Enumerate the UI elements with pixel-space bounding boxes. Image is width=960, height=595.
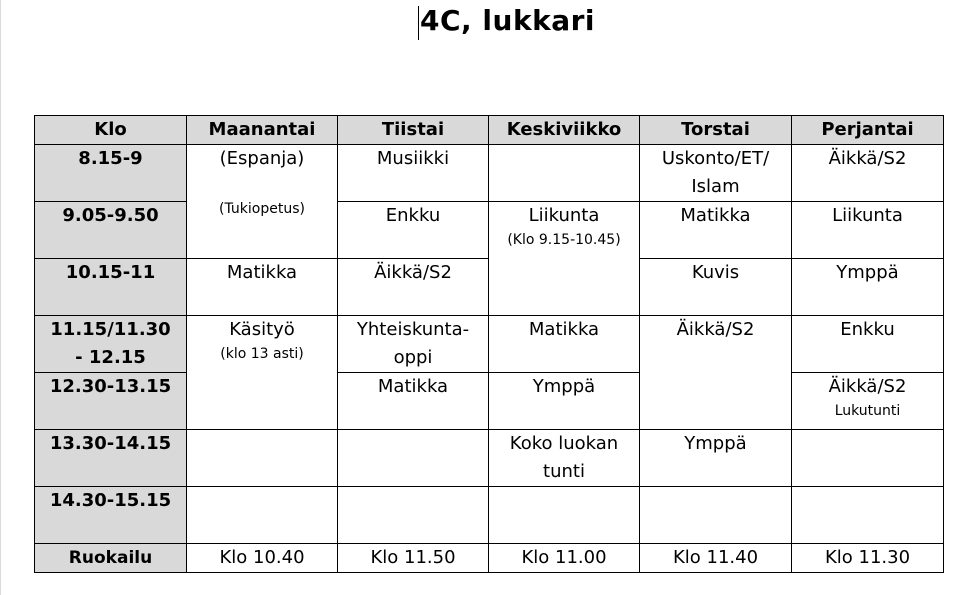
cell-monday-spanish bbox=[187, 145, 338, 259]
cell-subtext: (Tukiopetus) bbox=[219, 201, 305, 217]
cell-friday-empty bbox=[792, 430, 944, 487]
cell-subtext: Lukutunti bbox=[834, 403, 901, 419]
cell-tuesday-english: Enkku bbox=[338, 202, 489, 259]
cell-wednesday-pe bbox=[489, 202, 640, 316]
cell-text: Uskonto/ET/ bbox=[661, 148, 770, 169]
header-tuesday: Tiistai bbox=[338, 116, 489, 145]
cell-thursday-math: Matikka bbox=[640, 202, 792, 259]
table-row bbox=[35, 316, 944, 373]
time-text: 11.15/11.30 bbox=[50, 319, 171, 340]
lunch-friday: Klo 11.30 bbox=[792, 544, 944, 573]
cell-thursday-religion bbox=[640, 145, 792, 202]
cell-text: Yhteiskunta- bbox=[356, 319, 470, 340]
header-thursday: Torstai bbox=[640, 116, 792, 145]
cell-tuesday-empty bbox=[338, 430, 489, 487]
schedule-table bbox=[34, 115, 944, 573]
cell-friday-english: Enkku bbox=[792, 316, 944, 373]
header-wednesday: Keskiviikko bbox=[489, 116, 640, 145]
lunch-thursday: Klo 11.40 bbox=[640, 544, 792, 573]
cell-text: (Espanja) bbox=[219, 148, 305, 169]
header-monday: Maanantai bbox=[187, 116, 338, 145]
cell-monday-math: Matikka bbox=[187, 259, 338, 316]
time-text: - 12.15 bbox=[75, 347, 146, 368]
cell-thursday-art: Kuvis bbox=[640, 259, 792, 316]
table-row bbox=[35, 373, 944, 430]
cell-thursday-empty bbox=[640, 487, 792, 544]
cell-text: Liikunta bbox=[528, 205, 600, 226]
header-klo: Klo bbox=[35, 116, 187, 145]
cell-monday-empty bbox=[187, 430, 338, 487]
cell-text: Koko luokan bbox=[509, 433, 619, 454]
time-cell: 9.05-9.50 bbox=[35, 202, 187, 259]
lunch-monday: Klo 10.40 bbox=[187, 544, 338, 573]
cell-tuesday-social bbox=[338, 316, 489, 373]
cell-friday-finnish-reading bbox=[792, 373, 944, 430]
time-cell: 10.15-11 bbox=[35, 259, 187, 316]
cell-friday-finnish: Äikkä/S2 bbox=[792, 145, 944, 202]
cell-thursday-finnish: Äikkä/S2 bbox=[640, 316, 792, 430]
cell-tuesday-music: Musiikki bbox=[338, 145, 489, 202]
cell-friday-pe: Liikunta bbox=[792, 202, 944, 259]
cell-text: oppi bbox=[393, 347, 433, 368]
time-cell bbox=[35, 316, 187, 373]
cell-tuesday-finnish: Äikkä/S2 bbox=[338, 259, 489, 316]
cell-tuesday-empty bbox=[338, 487, 489, 544]
time-cell: 13.30-14.15 bbox=[35, 430, 187, 487]
cell-thursday-environment: Ymppä bbox=[640, 430, 792, 487]
page-title: 4C, lukkari bbox=[420, 4, 595, 37]
time-cell: 8.15-9 bbox=[35, 145, 187, 202]
cell-text: tunti bbox=[543, 461, 585, 482]
cell-text: Käsityö bbox=[229, 319, 295, 340]
lunch-tuesday: Klo 11.50 bbox=[338, 544, 489, 573]
table-row bbox=[35, 430, 944, 487]
cell-wednesday-empty bbox=[489, 487, 640, 544]
cell-tuesday-math: Matikka bbox=[338, 373, 489, 430]
cell-wednesday-empty bbox=[489, 145, 640, 202]
time-cell: 14.30-15.15 bbox=[35, 487, 187, 544]
table-row bbox=[35, 202, 944, 259]
cell-subtext: (klo 13 asti) bbox=[220, 346, 304, 362]
page-margin-line bbox=[0, 0, 1, 595]
cell-wednesday-environment: Ymppä bbox=[489, 373, 640, 430]
cell-text: Islam bbox=[691, 176, 740, 197]
header-row bbox=[35, 116, 944, 145]
cell-monday-crafts bbox=[187, 316, 338, 430]
header-friday: Perjantai bbox=[792, 116, 944, 145]
lunch-wednesday: Klo 11.00 bbox=[489, 544, 640, 573]
table-row bbox=[35, 145, 944, 202]
table-row bbox=[35, 487, 944, 544]
cell-wednesday-class-hour bbox=[489, 430, 640, 487]
lunch-row bbox=[35, 544, 944, 573]
cell-wednesday-math: Matikka bbox=[489, 316, 640, 373]
cell-friday-empty bbox=[792, 487, 944, 544]
cell-monday-empty bbox=[187, 487, 338, 544]
cell-text: Äikkä/S2 bbox=[828, 376, 907, 397]
cell-subtext: (Klo 9.15-10.45) bbox=[507, 232, 621, 248]
time-cell: 12.30-13.15 bbox=[35, 373, 187, 430]
text-cursor bbox=[418, 6, 419, 40]
cell-friday-environment: Ymppä bbox=[792, 259, 944, 316]
lunch-label: Ruokailu bbox=[35, 544, 187, 573]
